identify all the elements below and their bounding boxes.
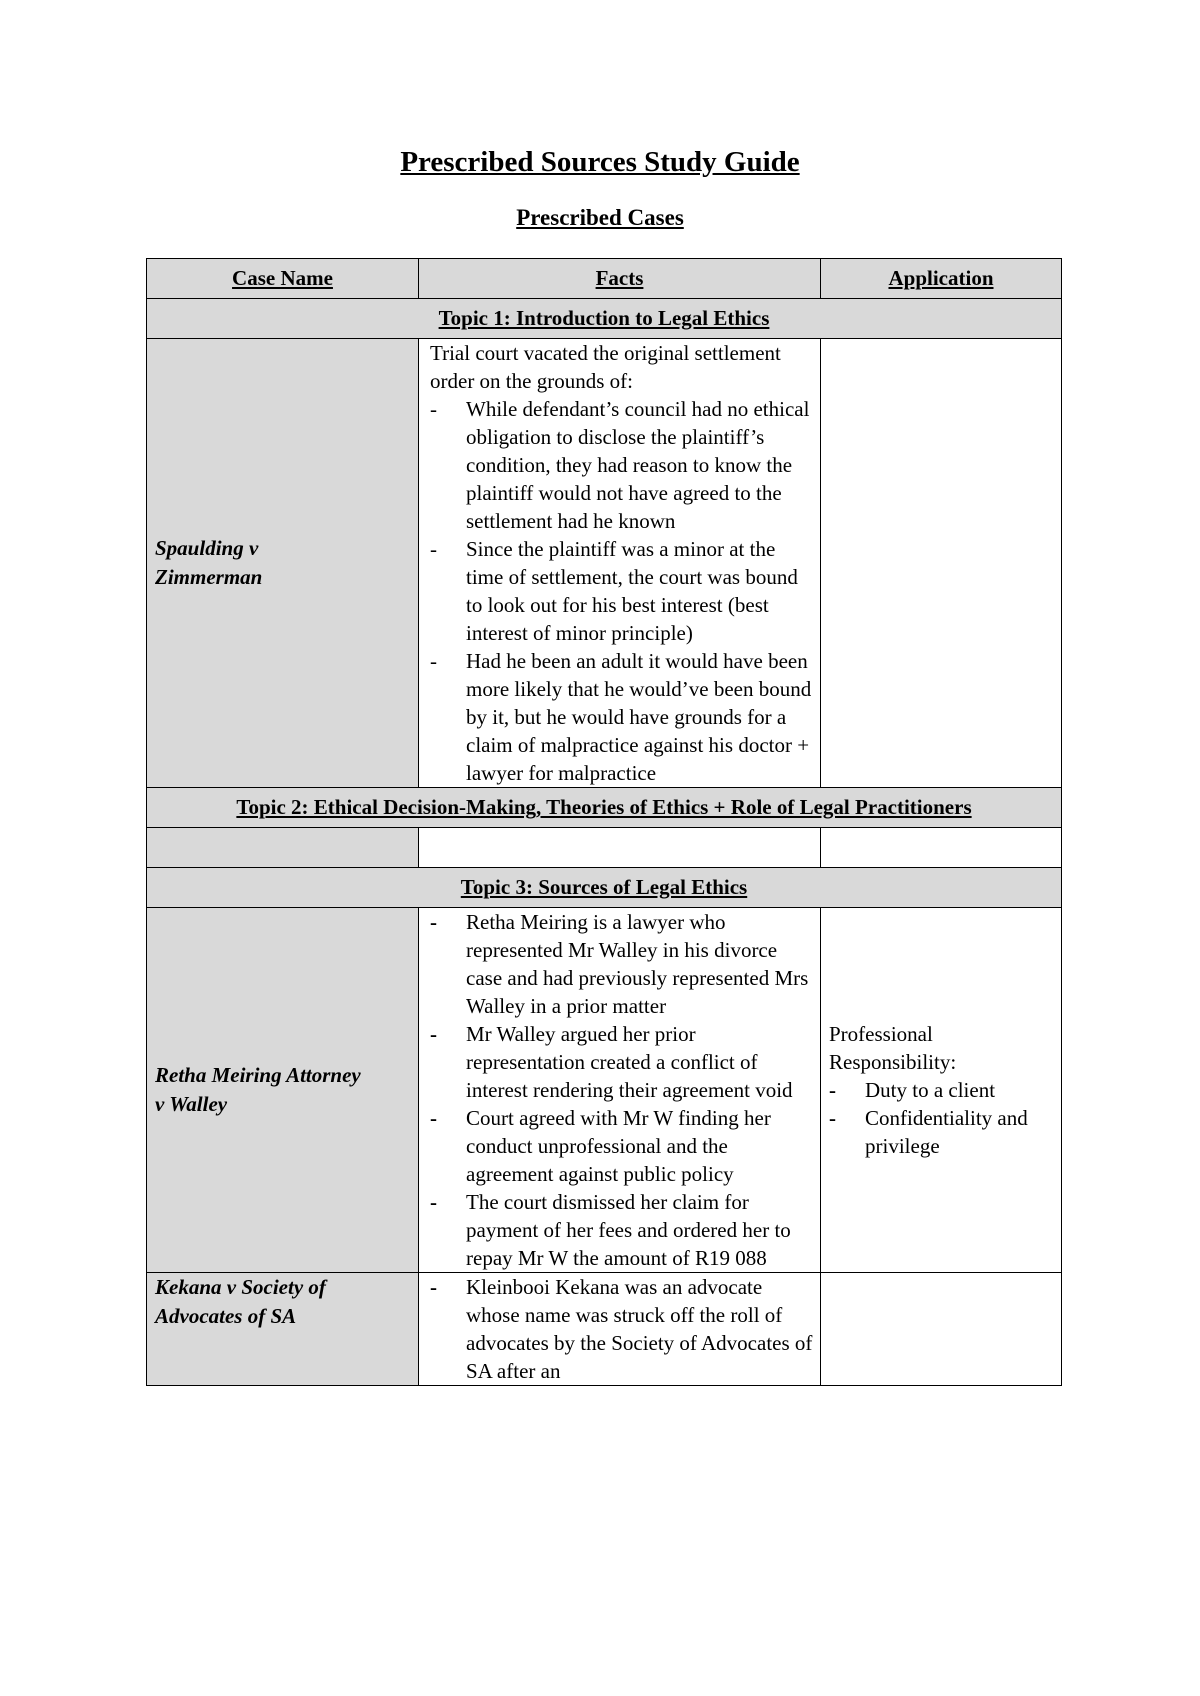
topic-2-heading: Topic 2: Ethical Decision-Making, Theories of Ethics + Role of Legal Practitioners: [147, 788, 1062, 828]
case-name-meiring: Retha Meiring Attorney v Walley: [147, 908, 419, 1273]
list-item: - Court agreed with Mr W finding her conduct unprofessional and the agreement against public policy: [430, 1106, 771, 1186]
table-row: [147, 1273, 1062, 1386]
empty-application-cell: [821, 828, 1062, 868]
facts-meiring: [419, 908, 821, 1273]
facts-spaulding: [419, 339, 821, 788]
cases-table: [146, 258, 1062, 1386]
document-title: Prescribed Sources Study Guide: [400, 146, 800, 178]
table-row: [147, 828, 1062, 868]
list-item: - Duty to a client: [829, 1078, 996, 1102]
topic-row: [147, 299, 1062, 339]
topic-1-heading: Topic 1: Introduction to Legal Ethics: [147, 299, 1062, 339]
facts-kekana: [419, 1273, 821, 1386]
list-item: - The court dismissed her claim for payment of her fees and ordered her to repay Mr W the amount of R19 088: [430, 1190, 791, 1270]
list-item: - Confidentiality and privilege: [829, 1106, 1028, 1158]
table-row: [147, 339, 1062, 788]
list-item: - Had he been an adult it would have been more likely that he would’ve been bound by it, but he would have grounds for a claim of malpractice against his doctor + lawyer for malpractice: [430, 649, 812, 785]
list-item: - Since the plaintiff was a minor at the time of settlement, the court was bound to look out for his best interest (best interest of minor principle): [430, 537, 798, 645]
application-intro: Professional Responsibility:: [829, 1022, 957, 1074]
header-facts: Facts: [419, 259, 821, 299]
topic-row: [147, 788, 1062, 828]
application-spaulding: [821, 339, 1062, 788]
list-item: - While defendant’s council had no ethical obligation to disclose the plaintiff’s condition, they had reason to know the plaintiff would not have agreed to the settlement had he known: [430, 397, 810, 533]
application-meiring: [821, 908, 1062, 1273]
list-item: - Mr Walley argued her prior representation created a conflict of interest rendering their agreement void: [430, 1022, 793, 1102]
topic-3-heading: Topic 3: Sources of Legal Ethics: [147, 868, 1062, 908]
application-kekana: [821, 1273, 1062, 1386]
case-name-spaulding: Spaulding v Zimmerman: [147, 339, 419, 788]
facts-intro: Trial court vacated the original settlement order on the grounds of:: [430, 341, 781, 393]
empty-case-cell: [147, 828, 419, 868]
list-item: - Kleinbooi Kekana was an advocate whose name was struck off the roll of advocates by the Society of Advocates of SA after an: [430, 1275, 813, 1383]
case-name-kekana: Kekana v Society of Advocates of SA: [147, 1273, 419, 1386]
empty-facts-cell: [419, 828, 821, 868]
section-subtitle: Prescribed Cases: [516, 205, 684, 230]
header-case-name: Case Name: [147, 259, 419, 299]
header-application: Application: [821, 259, 1062, 299]
table-header-row: [147, 259, 1062, 299]
list-item: - Retha Meiring is a lawyer who represented Mr Walley in his divorce case and had previously represented Mrs Walley in a prior matter: [430, 910, 809, 1018]
table-row: [147, 908, 1062, 1273]
topic-row: [147, 868, 1062, 908]
